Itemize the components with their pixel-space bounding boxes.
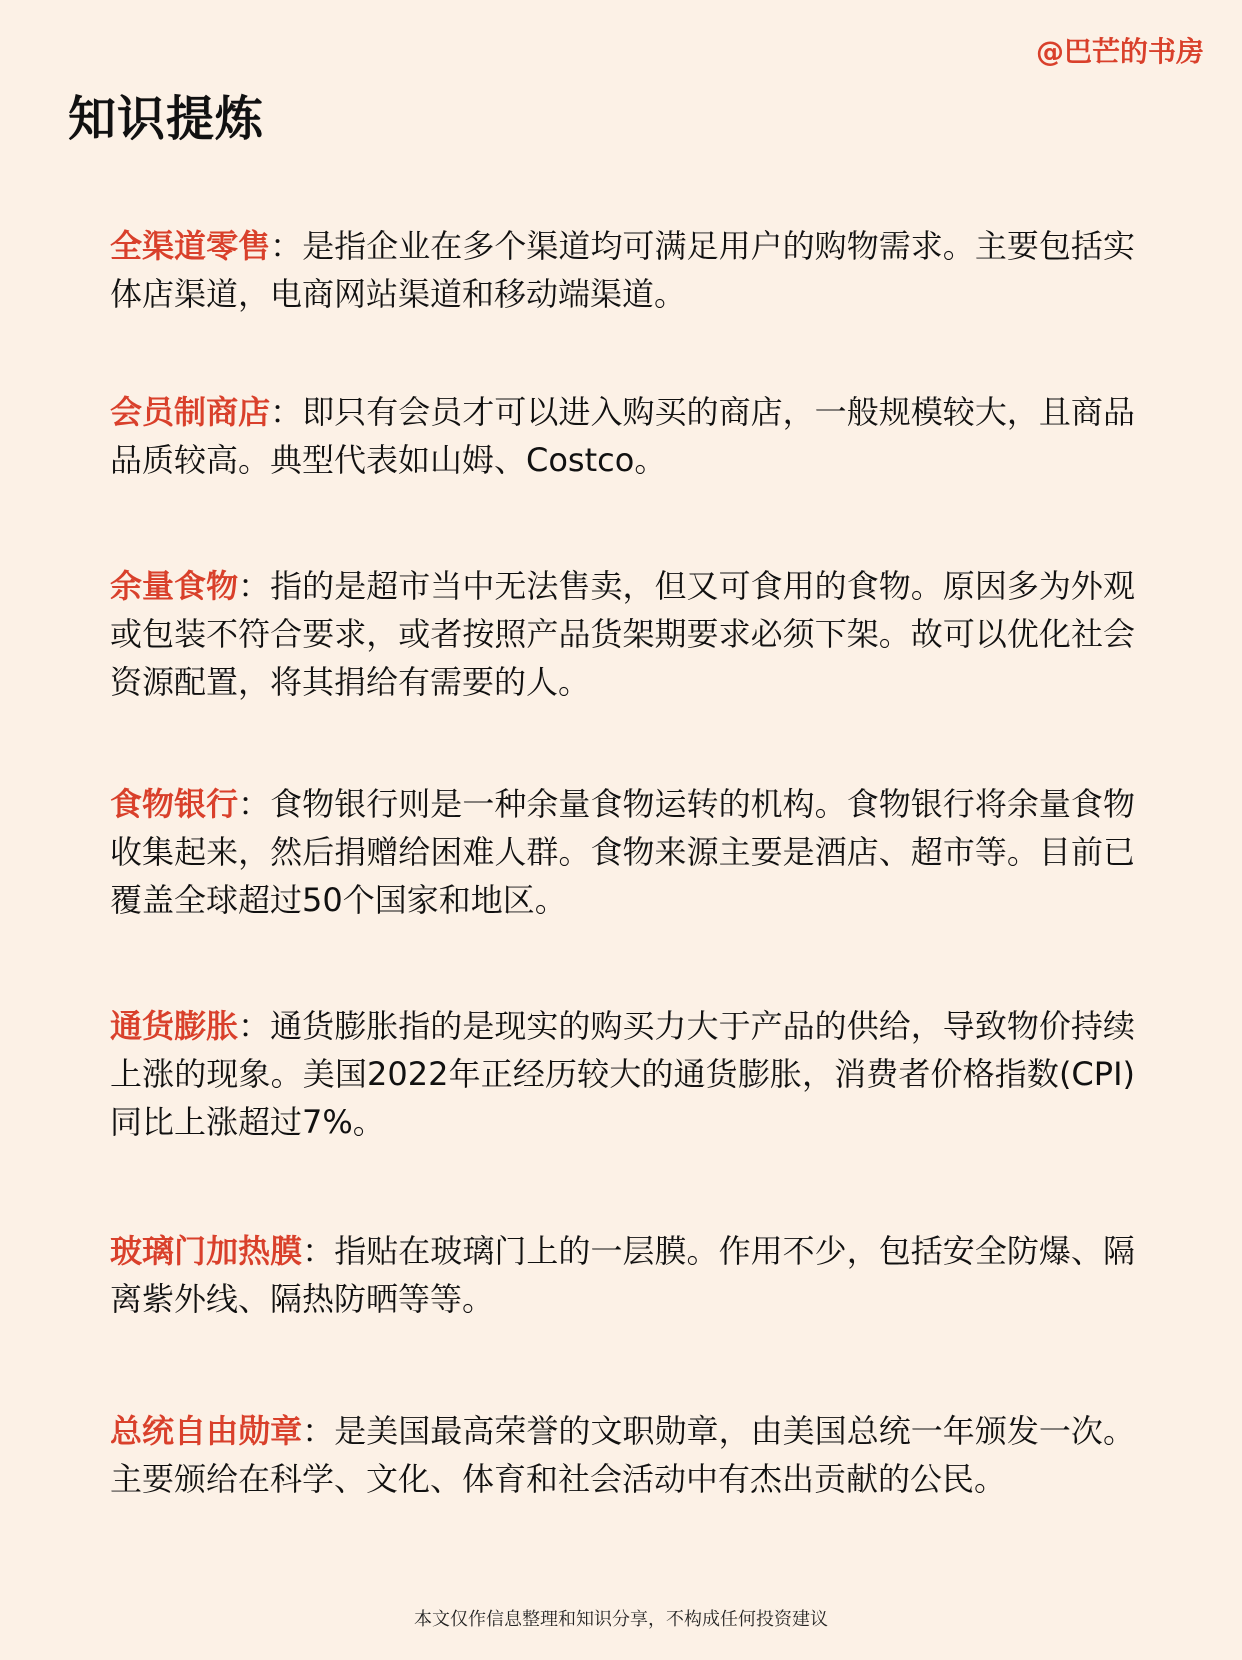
glossary-definition: 是美国最高荣誉的文职勋章，由美国总统一年颁发一次。主要颁给在科学、文化、体育和社会活动中有杰出贡献的公民。 — [110, 1412, 1135, 1498]
term-separator: ： — [238, 785, 271, 823]
glossary-term: 通货膨胀 — [110, 1007, 239, 1045]
glossary-entry — [110, 1002, 1135, 1146]
glossary-term: 总统自由勋章 — [110, 1412, 303, 1450]
glossary-entry — [110, 780, 1135, 924]
glossary-definition: 指贴在玻璃门上的一层膜。作用不少，包括安全防爆、隔离紫外线、隔热防晒等等。 — [110, 1232, 1135, 1318]
disclaimer: 本文仅作信息整理和知识分享，不构成任何投资建议 — [414, 1609, 828, 1630]
author-handle: @巴芒的书房 — [1035, 35, 1204, 68]
term-separator: ： — [302, 1232, 335, 1270]
glossary-entry — [110, 1407, 1135, 1503]
term-separator: ： — [238, 567, 271, 605]
glossary-definition: 指的是超市当中无法售卖，但又可食用的食物。原因多为外观或包装不符合要求，或者按照产品货架期要求必须下架。故可以优化社会资源配置，将其捐给有需要的人。 — [110, 567, 1135, 701]
glossary-entry — [110, 222, 1135, 318]
glossary-entry — [110, 1227, 1135, 1323]
page-title: 知识提炼 — [68, 91, 265, 147]
glossary-definition: 食物银行则是一种余量食物运转的机构。食物银行将余量食物收集起来，然后捐赠给困难人群。食物来源主要是酒店、超市等。目前已覆盖全球超过50个国家和地区。 — [110, 785, 1135, 919]
glossary-term: 余量食物 — [110, 567, 239, 605]
glossary-definition: 是指企业在多个渠道均可满足用户的购物需求。主要包括实体店渠道，电商网站渠道和移动端渠道。 — [110, 227, 1135, 313]
glossary-entry — [110, 388, 1135, 484]
term-separator: ： — [270, 393, 303, 431]
glossary-term: 食物银行 — [110, 785, 239, 823]
glossary-definition: 通货膨胀指的是现实的购买力大于产品的供给，导致物价持续上涨的现象。美国2022年正经历较大的通货膨胀，消费者价格指数(CPI)同比上涨超过7%。 — [110, 1007, 1135, 1141]
term-separator: ： — [238, 1007, 271, 1045]
term-separator: ： — [302, 1412, 335, 1450]
term-separator: ： — [270, 227, 303, 265]
glossary-definition: 即只有会员才可以进入购买的商店，一般规模较大，且商品品质较高。典型代表如山姆、Costco。 — [110, 393, 1135, 479]
glossary-entry — [110, 562, 1135, 706]
glossary-term: 全渠道零售 — [110, 227, 271, 265]
glossary-term: 玻璃门加热膜 — [110, 1232, 303, 1270]
glossary-term: 会员制商店 — [110, 393, 271, 431]
